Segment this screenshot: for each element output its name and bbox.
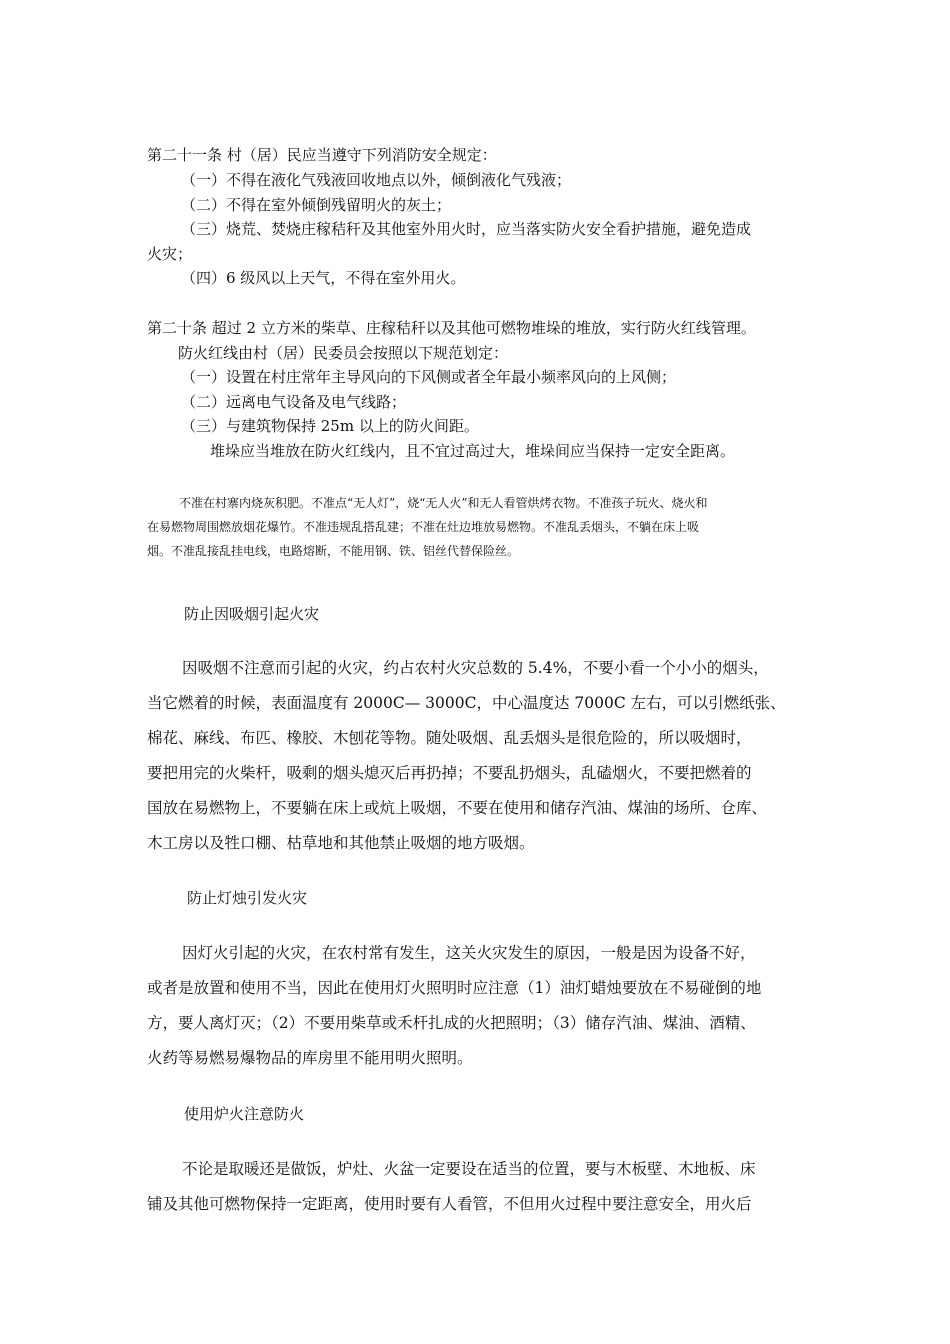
prohibitions-line: 不准在村寨内烧灰积肥。不准点“无人灯”，烧“无人火”和无人看管烘烤衣物。不准孩子玩火、烧火和 [179, 496, 708, 510]
prohibitions-line: 在易燃物周围燃放烟花爆竹。不准违规乱搭乱建；不准在灶边堆放易燃物。不准乱丢烟头，不躺在床上吸 [147, 520, 700, 534]
article-21-item: （三）烧荒、焚烧庄稼秸秆及其他室外用火时，应当落实防火安全看护措施，避免造成 [181, 220, 752, 238]
paragraph-line: 木工房以及牲口棚、枯草地和其他禁止吸烟的地方吸烟。 [147, 834, 535, 852]
article-21-item: （二）不得在室外倾倒残留明火的灰土； [181, 196, 452, 214]
prohibitions-line: 烟。不准乱接乱挂电线，电路熔断，不能用钢、铁、铝丝代替保险丝。 [147, 544, 520, 558]
section-title: 使用炉火注意防火 [184, 1105, 305, 1123]
article-21-item-continued: 火灾； [147, 245, 193, 263]
article-20-heading: 第二十条 超过 2 立方米的柴草、庄稼秸秆以及其他可燃物堆垛的堆放，实行防火红线管理。 [147, 319, 756, 337]
paragraph-line: 铺及其他可燃物保持一定距离，使用时要有人看管，不但用火过程中要注意安全，用火后 [147, 1195, 752, 1213]
paragraph-line: 火药等易燃易爆物品的库房里不能用明火照明。 [147, 1049, 473, 1067]
article-21-item: （四）6 级风以上天气，不得在室外用火。 [181, 269, 466, 287]
paragraph-line: 因灯火引起的火灾，在农村常有发生，这关火灾发生的原因，一般是因为设备不好， [182, 944, 756, 962]
paragraph-line: 当它燃着的时候，表面温度有 2000C— 3000C，中心温度达 7000C 左右，可以引燃纸张、 [147, 694, 786, 712]
paragraph-line: 因吸烟不注意而引起的火灾，约占农村火灾总数的 5.4%，不要小看一个小小的烟头， [182, 659, 769, 677]
paragraph-line: 方，要人离灯灭；（2）不要用柴草或禾杆扎成的火把照明；（3）储存汽油、煤油、酒精、 [147, 1014, 756, 1032]
article-20-closing: 堆垛应当堆放在防火红线内，且不宜过高过大，堆垛间应当保持一定安全距离。 [210, 442, 736, 460]
paragraph-line: 棉花、麻线、布匹、橡胶、木刨花等物。随处吸烟、乱丢烟头是很危险的，所以吸烟时， [147, 729, 752, 747]
article-21-item: （一）不得在液化气残液回收地点以外，倾倒液化气残液； [181, 171, 572, 189]
section-title: 防止灯烛引发火灾 [187, 889, 308, 907]
section-title: 防止因吸烟引起火灾 [184, 605, 320, 623]
article-20-item: （三）与建筑物保持 25m 以上的防火间距。 [181, 417, 479, 435]
paragraph-line: 不论是取暖还是做饭，炉灶、火盆一定要设在适当的位置，要与木板壁、木地板、床 [182, 1160, 756, 1178]
paragraph-line: 要把用完的火柴杆，吸剩的烟头熄灭后再扔掉；不要乱扔烟头，乱磕烟火，不要把燃着的 [147, 764, 752, 782]
article-20-item: （二）远离电气设备及电气线路； [181, 393, 407, 411]
article-21-heading: 第二十一条 村（居）民应当遵守下列消防安全规定： [147, 146, 497, 164]
paragraph-line: 国放在易燃物上，不要躺在床上或炕上吸烟，不要在使用和储存汽油、煤油的场所、仓库、 [147, 799, 768, 817]
paragraph-line: 或者是放置和使用不当，因此在使用灯火照明时应注意（1）油灯蜡烛要放在不易碰倒的地 [147, 979, 762, 997]
article-20-item: （一）设置在村庄常年主导风向的下风侧或者全年最小频率风向的上风侧； [181, 368, 677, 386]
article-20-intro: 防火红线由村（居）民委员会按照以下规范划定： [178, 344, 509, 362]
